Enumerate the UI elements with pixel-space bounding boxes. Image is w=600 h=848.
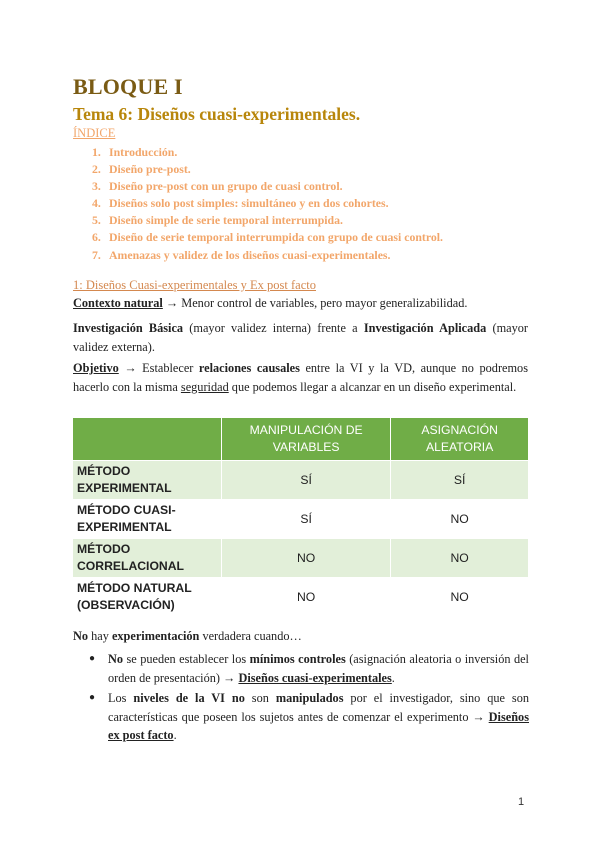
- vi-levels: niveles de la VI no: [133, 691, 245, 705]
- bullet-text: .: [391, 670, 395, 685]
- toc-item-number: 4.: [92, 196, 101, 211]
- causal-relations: relaciones causales: [198, 361, 300, 375]
- seguridad-word: seguridad: [180, 379, 229, 394]
- block-title: BLOQUE I: [73, 74, 183, 99]
- bullet-text: por el investigador, sino que son características que poseen los sujetos antes de comenzar el experimento →: [108, 691, 530, 724]
- manipulation-cell: NO: [222, 578, 391, 617]
- table-row: [73, 461, 529, 500]
- section-title: 1: Diseños Cuasi-experimentales y Ex post facto: [73, 278, 316, 292]
- page-number: 1: [518, 796, 525, 808]
- table-header-manipulation: MANIPULACIÓN DE VARIABLES: [222, 418, 391, 461]
- bullet-text: Los: [108, 691, 134, 705]
- assignment-cell: NO: [391, 500, 529, 539]
- table-row: [73, 539, 529, 578]
- list-item: [73, 650, 529, 687]
- method-cell: MÉTODO CUASI-EXPERIMENTAL: [73, 500, 222, 539]
- ex-post-facto-designs-link: Diseños ex post facto: [108, 709, 529, 742]
- manipulated-word: manipulados: [275, 691, 344, 705]
- topic-title: Tema 6: Diseños cuasi-experimentales.: [73, 104, 361, 124]
- no-experimentation-rest: verdadera cuando…: [199, 629, 302, 643]
- hay-word: hay: [88, 629, 112, 643]
- toc-item-text: Diseño pre-post.: [109, 162, 191, 177]
- bullet-text: (asignación aleatoria o inversión del orden de presentación) →: [108, 652, 529, 685]
- methods-comparison-table: [73, 418, 529, 616]
- toc-item-number: 6.: [92, 230, 101, 245]
- toc-item-text: Diseño simple de serie temporal interrumpida.: [109, 213, 343, 228]
- toc-item-number: 2.: [92, 162, 101, 177]
- table-row: [73, 578, 529, 617]
- toc-item-number: 7.: [92, 247, 101, 262]
- index-title[interactable]: ÍNDICE: [73, 126, 116, 140]
- method-cell: MÉTODO CORRELACIONAL: [73, 539, 222, 578]
- toc-item[interactable]: [92, 247, 443, 264]
- manipulation-cell: SÍ: [222, 500, 391, 539]
- assignment-cell: NO: [391, 539, 529, 578]
- method-cell: MÉTODO NATURAL (OBSERVACIÓN): [73, 578, 222, 617]
- research-middle: (mayor validez interna) frente a: [183, 321, 364, 335]
- bullet-text: son: [244, 691, 276, 705]
- manipulation-cell: SÍ: [222, 461, 391, 500]
- basic-research: Investigación Básica: [73, 321, 184, 335]
- objective-text-c: que podemos llegar a alcanzar en un diseño experimental.: [228, 379, 517, 394]
- toc-item[interactable]: [92, 144, 443, 161]
- toc-item-number: 5.: [92, 213, 101, 228]
- toc-item[interactable]: [92, 229, 443, 246]
- method-cell: MÉTODO EXPERIMENTAL: [73, 461, 222, 500]
- manipulation-cell: NO: [222, 539, 391, 578]
- bullet-no: No: [108, 652, 124, 666]
- toc-item-text: Diseño de serie temporal interrumpida con grupo de cuasi control.: [109, 230, 444, 245]
- toc-item-number: 1.: [92, 145, 101, 159]
- context-text: → Menor control de variables, pero mayor generalizabilidad.: [162, 296, 468, 310]
- minimum-controls: mínimos controles: [249, 652, 346, 666]
- toc-item-text: Diseño pre-post con un grupo de cuasi control.: [109, 179, 343, 194]
- toc-item[interactable]: [92, 195, 443, 212]
- objective-text-b: entre la VI y la VD, aunque no podremos hacerlo con la misma: [73, 361, 528, 394]
- assignment-cell: NO: [391, 578, 529, 617]
- toc-item-text: Introducción.: [109, 145, 178, 159]
- bullet-icon: ●: [89, 692, 96, 703]
- table-header-empty: [73, 418, 222, 461]
- context-paragraph: [73, 294, 528, 313]
- toc-item[interactable]: [92, 161, 443, 178]
- no-word: No: [73, 629, 89, 643]
- bullet-icon: ●: [89, 653, 96, 664]
- context-label: Contexto natural: [73, 296, 163, 310]
- bullet-text: .: [173, 728, 177, 742]
- research-end: (mayor validez externa).: [73, 321, 528, 354]
- toc-item-text: Diseños solo post simples: simultáneo y en dos cohortes.: [109, 196, 389, 211]
- objective-label: Objetivo: [73, 361, 119, 375]
- table-row: [73, 500, 529, 539]
- table-header-row: [73, 418, 529, 461]
- objective-paragraph: [73, 359, 528, 396]
- objective-text-a: → Establecer: [118, 361, 199, 375]
- no-experimentation-paragraph: [73, 627, 528, 646]
- conditions-list: [73, 650, 529, 747]
- quasi-experimental-designs-link: Diseños cuasi-experimentales: [238, 670, 392, 685]
- table-of-contents: [92, 144, 443, 264]
- list-item: [73, 689, 529, 745]
- assignment-cell: SÍ: [391, 461, 529, 500]
- applied-research: Investigación Aplicada: [363, 321, 487, 335]
- toc-item-text: Amenazas y validez de los diseños cuasi-experimentales.: [109, 247, 391, 262]
- toc-item[interactable]: [92, 178, 443, 195]
- bullet-text: se pueden establecer los: [123, 652, 250, 666]
- table-header-random-assignment: ASIGNACIÓN ALEATORIA: [391, 418, 529, 461]
- toc-item-number: 3.: [92, 179, 101, 194]
- research-paragraph: [73, 319, 528, 356]
- toc-item[interactable]: [92, 212, 443, 229]
- experimentation-word: experimentación: [111, 629, 200, 643]
